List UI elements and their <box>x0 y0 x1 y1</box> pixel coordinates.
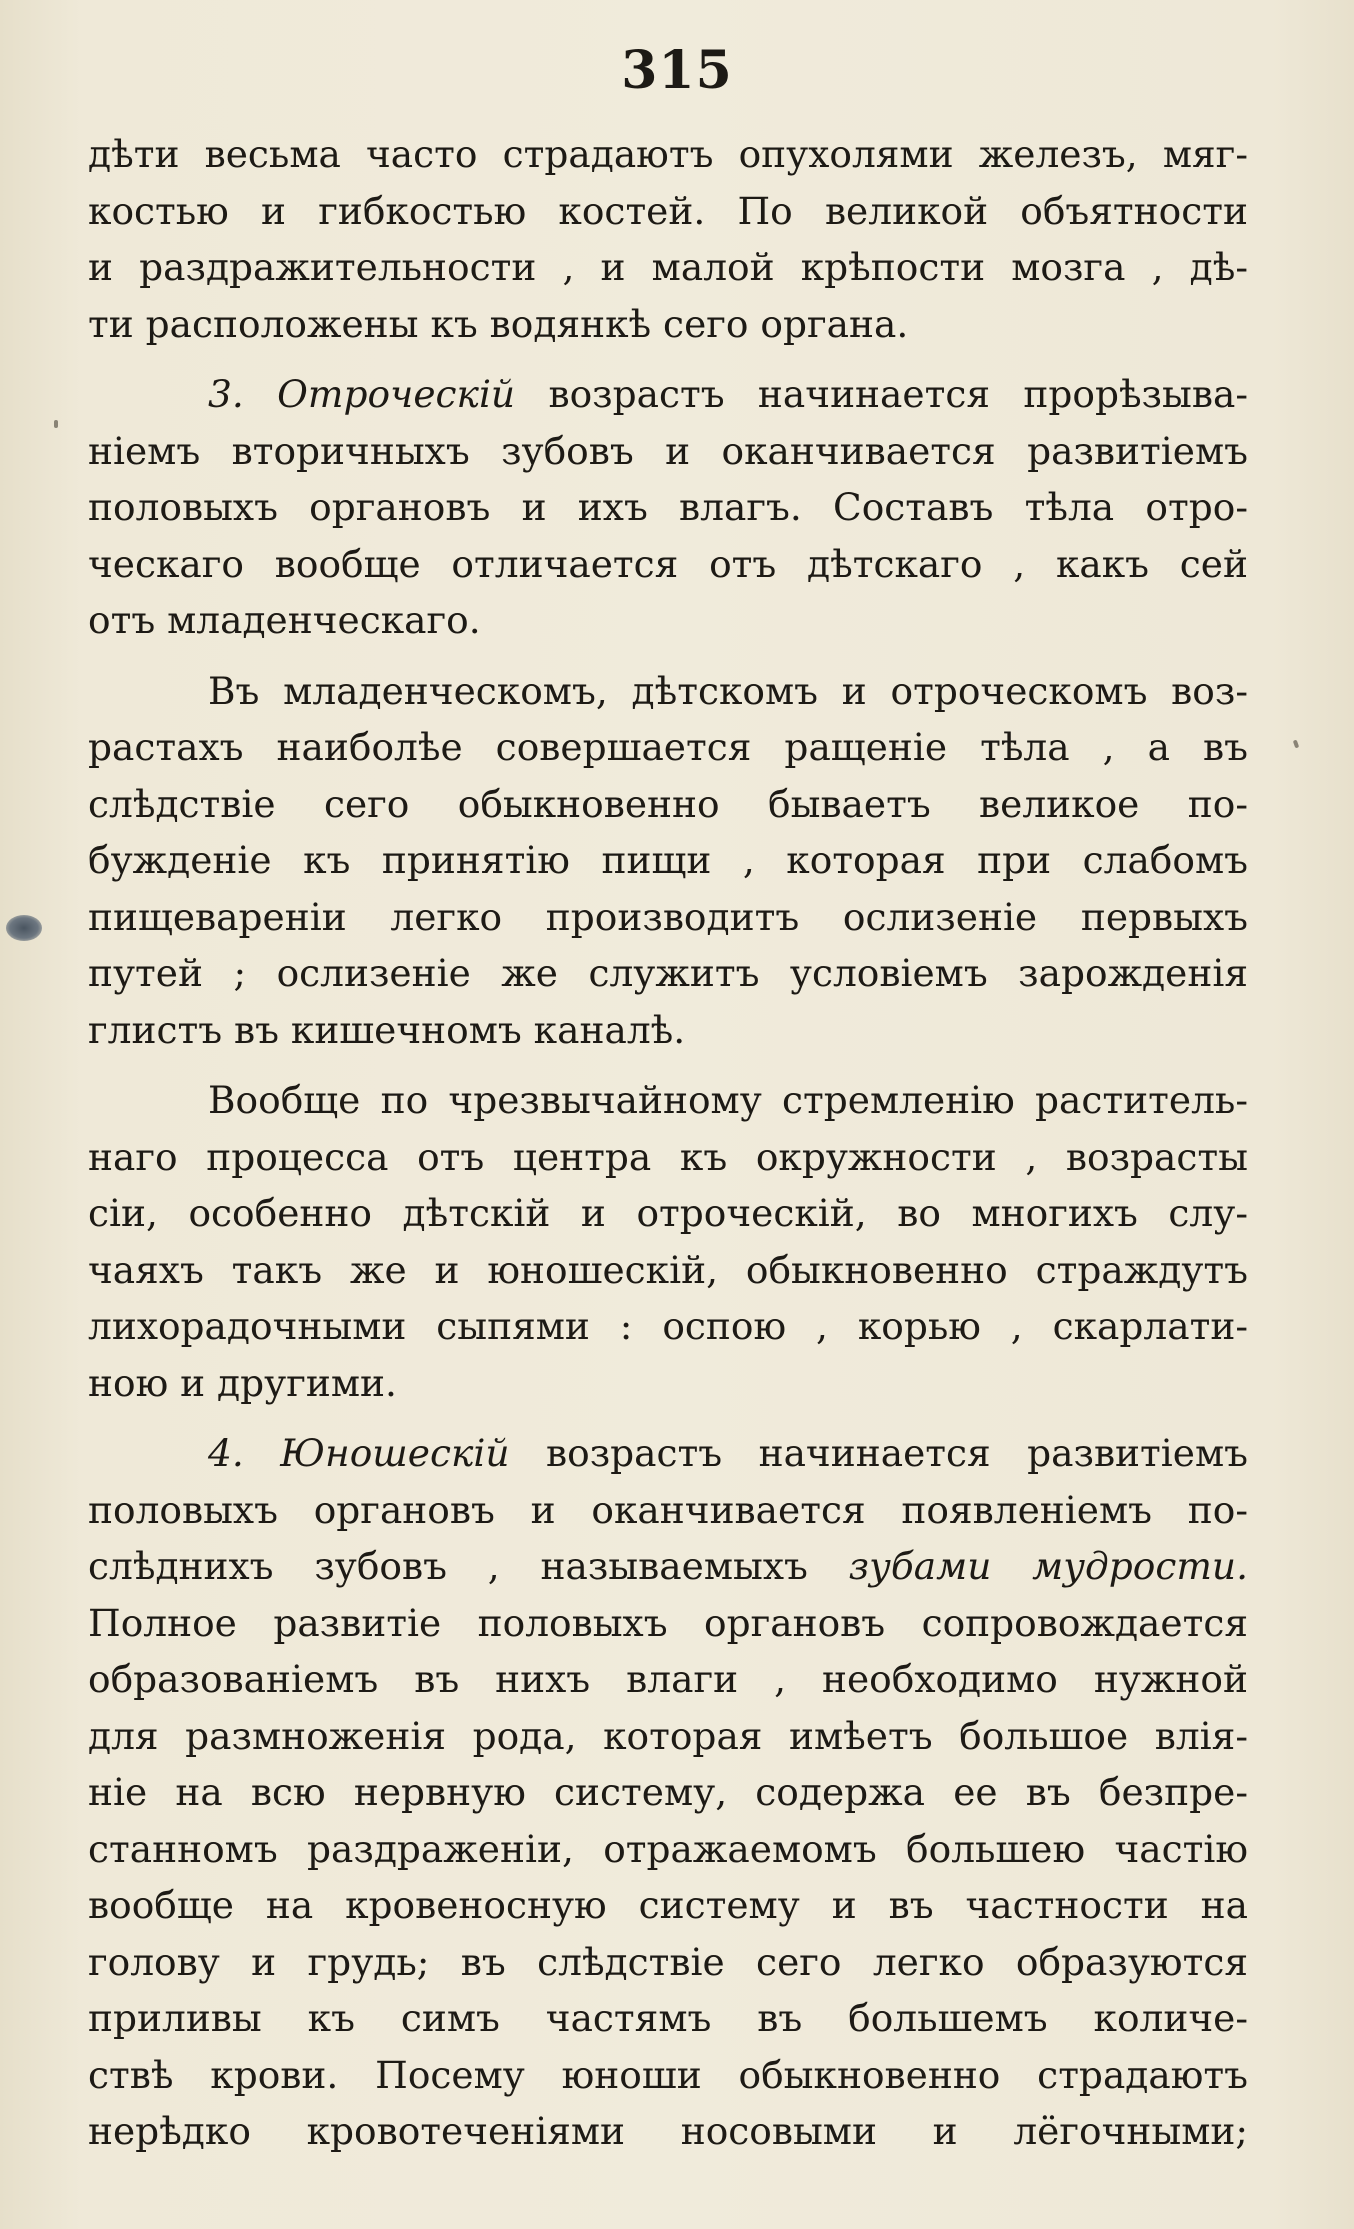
text-line: половыхъ органовъ и оканчивается появленіемъ по- <box>88 1487 1248 1532</box>
text-fragment: возрастъ начинается прорѣзыва- <box>548 372 1248 416</box>
section-term: Юношескій <box>280 1431 510 1475</box>
text-line: бужденіе къ принятію пищи , которая при слабомъ <box>88 838 1248 882</box>
text-line: Въ младенческомъ, дѣтскомъ и отроческомъ воз- <box>208 668 1248 713</box>
text-line: наго процесса отъ центра къ окружности , возрасты <box>88 1134 1248 1179</box>
text-line: нерѣдко кровотеченіями носовыми и лёгочными; <box>88 2109 1248 2153</box>
text-line: образованіемъ въ нихъ влаги , необходимо нужной <box>88 1657 1248 1701</box>
section-number: 4. <box>208 1431 244 1475</box>
text-line: лихорадочными сыпями : оспою , корью , скарлати- <box>88 1304 1248 1348</box>
paragraph <box>88 126 1248 352</box>
text-line: для размноженія рода, которая имѣетъ большое влія- <box>88 1713 1248 1758</box>
text-line: ніе на всю нервную систему, содержа ее въ безпре- <box>88 1770 1248 1814</box>
paragraph <box>88 1425 1248 2160</box>
text-line: ніемъ вторичныхъ зубовъ и оканчивается развитіемъ <box>88 428 1248 473</box>
text-line: вообще на кровеносную систему и въ частности на <box>88 1883 1248 1927</box>
text-line: слѣдствіе сего обыкновенно бываетъ великое по- <box>88 781 1248 826</box>
body-text <box>88 126 1248 2160</box>
text-fragment: возрастъ начинается развитіемъ <box>546 1431 1248 1475</box>
text-line: Полное развитіе половыхъ органовъ сопровождается <box>88 1600 1248 1645</box>
text-line: путей ; ослизеніе же служитъ условіемъ зарожденія <box>88 951 1248 995</box>
paragraph <box>88 366 1248 649</box>
text-line: половыхъ органовъ и ихъ влагъ. Составъ тѣла отро- <box>88 485 1248 529</box>
paragraph <box>88 663 1248 1059</box>
text-line: глистъ въ кишечномъ каналѣ. <box>88 1007 686 1052</box>
text-line: приливы къ симъ частямъ въ большемъ количе- <box>88 1996 1248 2040</box>
text-line: дѣти весьма часто страдаютъ опухолями железъ, мяг- <box>88 132 1248 176</box>
text-line: пищевареніи легко производитъ ослизеніе первыхъ <box>88 894 1248 939</box>
text-fragment: слѣднихъ зубовъ , называемыхъ <box>88 1544 808 1588</box>
text-line <box>88 366 1248 423</box>
text-line: Вообще по чрезвычайному стремленію раститель- <box>208 1078 1248 1122</box>
text-line: станномъ раздраженіи, отражаемомъ большею частію <box>88 1826 1248 1871</box>
text-line: костью и гибкостью костей. По великой объятности <box>88 188 1248 233</box>
text-line: отъ младенческаго. <box>88 598 481 642</box>
text-line: чаяхъ такъ же и юношескій, обыкновенно страждутъ <box>88 1247 1248 1292</box>
text-line: голову и грудь; въ слѣдствіе сего легко образуются <box>88 1939 1248 1984</box>
ink-blot <box>6 915 42 941</box>
italic-term: зубами мудрости. <box>848 1544 1248 1588</box>
text-line: ною и другими. <box>88 1360 397 1405</box>
paragraph <box>88 1072 1248 1411</box>
text-line: ствѣ крови. Посему юноши обыкновенно страдаютъ <box>88 2052 1248 2097</box>
text-line: и раздражительности , и малой крѣпости мозга , дѣ- <box>88 245 1248 289</box>
paper-speck <box>54 420 58 428</box>
section-term: Отроческій <box>277 372 516 416</box>
section-number: 3. <box>208 372 244 416</box>
page-number: 315 <box>621 40 733 101</box>
text-line <box>88 1538 1248 1595</box>
text-line: ти расположены къ водянкѣ сего органа. <box>88 301 909 346</box>
text-line: растахъ наиболѣе совершается ращеніе тѣла , а въ <box>88 725 1248 769</box>
text-line: сіи, особенно дѣтскій и отроческій, во многихъ слу- <box>88 1191 1248 1235</box>
text-line: ческаго вообще отличается отъ дѣтскаго , какъ сей <box>88 541 1248 586</box>
paper-speck <box>1293 740 1299 749</box>
text-line <box>88 1425 1248 1482</box>
